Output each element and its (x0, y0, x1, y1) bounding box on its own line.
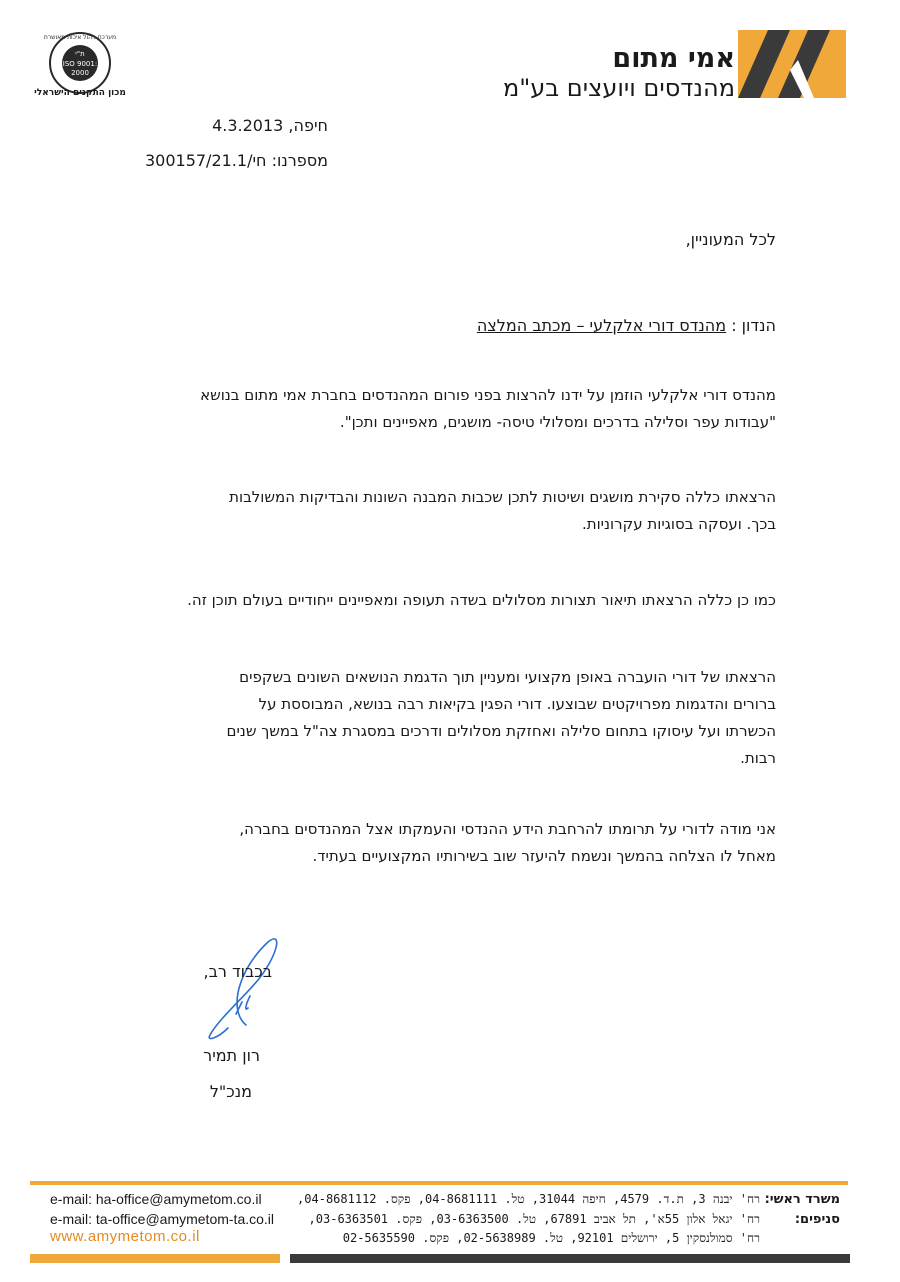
branch-address-1: רח' יגאל אלון 55א', תל אביב 67891, טל. 03-6363500, פקס. 03-6363501, (308, 1212, 760, 1226)
website-link[interactable]: www.amymetom.co.il (50, 1228, 200, 1245)
iso-ring-text: מערכת ניהול איכות מאושרת (43, 34, 117, 41)
paragraph-line: הכשרתו ועל עיסוקו בתחום סלילה ואחזקת מסלולים ודרכים במסגרת צה"ל במשך שנים (226, 722, 776, 740)
company-name: אמי מתום (612, 43, 735, 74)
iso-year-text: 2000 (71, 69, 89, 77)
paragraph-line: אני מודה לדורי על תרומתו להרחבת הידע ההנדסי והעמקתו אצל המהנדסים בחברה, (239, 820, 776, 838)
paragraph-line: רבות. (740, 749, 776, 767)
paragraph-line: מהנדס דורי אלקלעי הוזמן על ידנו להרצות בפני פורום המהנדסים בחברת אמי מתום בנושא (200, 386, 776, 404)
company-subtitle: מהנדסים ויועצים בע"מ (502, 74, 735, 102)
branches-label: סניפים: (794, 1212, 840, 1227)
footer-divider (30, 1181, 848, 1185)
iso-caption: מכון התקנים הישראלי (34, 88, 126, 98)
handwritten-signature (198, 930, 284, 1045)
paragraph-line: ברורים והדגמות מפרויקטים שבוצעו. דורי הפגין בקיאות רבה בנושא, המבוססת על (258, 695, 776, 713)
email-link-tel-aviv[interactable]: e-mail: ta-office@amymetom-ta.co.il (50, 1211, 275, 1227)
paragraph-line: "עבודות עפר וסלילה בדרכים ומסלולי טיסה- מושגים, מאפיינים ותכן". (339, 413, 776, 431)
branch-address-2: רח' סמולנסקין 5, ירושלים 92101, טל. 02-5638989, פקס. 02-5635590 (342, 1231, 760, 1245)
paragraph-line: מאחל לו הצלחה בהמשך ונשמח להיעזר שוב בשירותיו המקצועיים בעתיד. (312, 847, 776, 865)
head-office-address: רח' יבנה 3, ת.ד. 4579, חיפה 31044, טל. 04-8681111, פקס. 04-8681112, (297, 1192, 760, 1206)
paragraph-3 (96, 587, 776, 614)
letter-reference: מספרנו: חי/300157/21.1 (144, 151, 328, 170)
paragraph-5 (96, 816, 776, 870)
head-office-label: משרד ראשי: (764, 1192, 840, 1207)
subject-line (477, 312, 776, 339)
closing-regards: בכבוד רב, (203, 962, 272, 981)
paragraph-line: בכך. ועסקה בסוגיות עקרוניות. (581, 515, 776, 533)
paragraph-line: כמו כן כללה הרצאתו תיאור תצורות מסלולים בשדה תעופה ומאפיינים ייחודיים בעולם תוכן זה. (187, 591, 776, 609)
paragraph-1 (96, 382, 776, 436)
salutation: לכל המעוניין, (685, 230, 776, 249)
subject-text: מהנדס דורי אלקלעי – מכתב המלצה (476, 316, 727, 335)
iso-standard-text: ISO 9001: (62, 60, 98, 68)
paragraph-4 (96, 664, 776, 772)
footer-bar-dark (290, 1254, 850, 1263)
iso-center-mark: ת"י (75, 50, 85, 58)
company-logo-mark (738, 30, 846, 98)
paragraph-line: הרצאתו כללה סקירת מושגים ושיטות לתכן שכבות המבנה השונות והבדיקות המשולבות (229, 488, 776, 506)
footer-bar-orange (30, 1254, 280, 1263)
letter-date: חיפה, 4.3.2013 (212, 116, 328, 135)
subject-label: הנדון : (731, 316, 776, 335)
email-link-head-office[interactable]: e-mail: ha-office@amymetom.co.il (50, 1191, 262, 1207)
paragraph-line: הרצאתו של דורי הועברה באופן מקצועי ומעניין תוך הדגמת הנושאים השונים בשקפים (239, 668, 776, 686)
signer-name: רון תמיר (203, 1046, 260, 1065)
signer-title: מנכ"ל (209, 1082, 252, 1101)
paragraph-2 (96, 484, 776, 538)
